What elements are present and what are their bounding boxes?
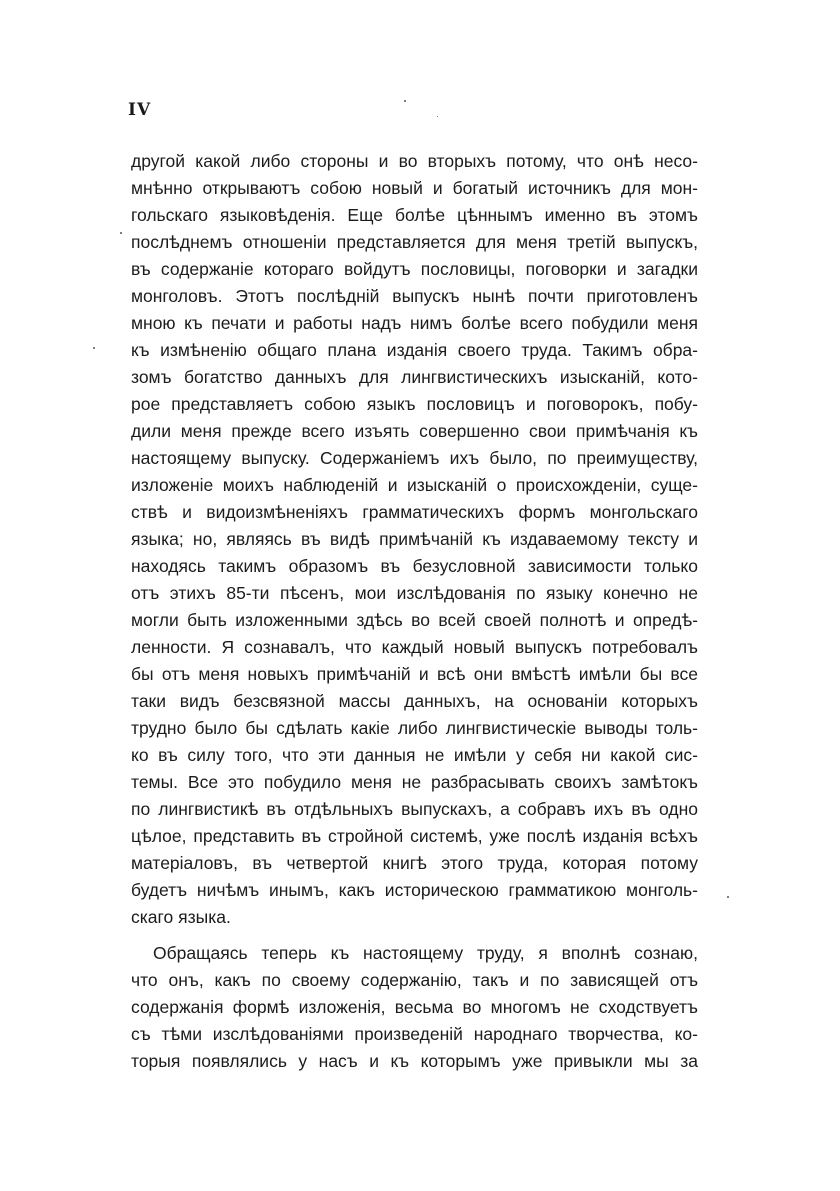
text-line: дили меня прежде всего изъять совершенно свои примѣчанія къ [131, 421, 698, 441]
text-line: темы. Все это побудило меня не разбрасывать своихъ замѣтокъ [131, 772, 698, 792]
text-line: скаго языка. [131, 907, 231, 927]
text-line: зомъ богатство данныхъ для лингвистическихъ изысканій, кото- [131, 367, 698, 387]
text-line: съ тѣми изслѣдованіями произведеній народнаго творчества, ко- [131, 1024, 698, 1044]
text-line: языка; но, являясь въ видѣ примѣчаній къ издаваемому тексту и [131, 529, 698, 549]
page-number: IV [128, 100, 152, 120]
scan-speck [404, 100, 406, 102]
text-line: таки видъ безсвязной массы данныхъ, на основаніи которыхъ [131, 691, 698, 711]
body-text [131, 148, 698, 1075]
text-line: по лингвистикѣ въ отдѣльныхъ выпускахъ, а собравъ ихъ въ одно [131, 799, 698, 819]
text-line: находясь такимъ образомъ въ безусловной зависимости только [131, 556, 698, 576]
scan-speck [437, 116, 438, 117]
text-line: мнѣнно открываютъ собою новый и богатый источникъ для мон- [131, 178, 698, 198]
text-line: ленности. Я сознавалъ, что каждый новый выпускъ потребовалъ [131, 637, 698, 657]
scan-speck [120, 232, 122, 234]
text-line: послѣднемъ отношеніи представляется для меня третій выпускъ, [131, 232, 698, 252]
text-line: къ измѣненію общаго плана изданія своего труда. Такимъ обра- [131, 340, 698, 360]
text-line: торыя появлялись у насъ и къ которымъ уже привыкли мы за [131, 1051, 698, 1071]
text-line: отъ этихъ 85-ти пѣсенъ, мои изслѣдованія по языку конечно не [131, 583, 698, 603]
text-line: Обращаясь теперь къ настоящему труду, я вполнѣ сознаю, [153, 943, 698, 963]
scan-speck [727, 896, 729, 898]
text-line: матеріаловъ, въ четвертой книгѣ этого труда, которая потому [131, 853, 698, 873]
text-line: мною къ печати и работы надъ нимъ болѣе всего побудили меня [131, 313, 698, 333]
text-line: монголовъ. Этотъ послѣдній выпускъ нынѣ почти приготовленъ [131, 286, 698, 306]
text-line: гольскаго языковѣденія. Еще болѣе цѣннымъ именно въ этомъ [131, 205, 698, 225]
text-line: будетъ ничѣмъ инымъ, какъ историческою грамматикою монголь- [131, 880, 698, 900]
text-line: содержанія формѣ изложенія, весьма во многомъ не сходствуетъ [131, 997, 698, 1017]
text-line: изложеніе моихъ наблюденій и изысканій о происхожденіи, суще- [131, 475, 698, 495]
text-line: трудно было бы сдѣлать какіе либо лингвистическіе выводы толь- [131, 718, 698, 738]
text-line: настоящему выпуску. Содержаніемъ ихъ было, по преимуществу, [131, 448, 698, 468]
text-line: могли быть изложенными здѣсь во всей своей полнотѣ и опредѣ- [131, 610, 698, 630]
text-line: ствѣ и видоизмѣненіяхъ грамматическихъ формъ монгольскаго [131, 502, 698, 522]
paragraph-gap [131, 931, 698, 940]
text-line: что онъ, какъ по своему содержанію, такъ и по зависящей отъ [131, 970, 698, 990]
text-line: въ содержаніе котораго войдутъ пословицы, поговорки и загадки [131, 259, 698, 279]
scan-speck [93, 347, 95, 349]
text-line: цѣлое, представить въ стройной системѣ, уже послѣ изданія всѣхъ [131, 826, 698, 846]
paragraph [131, 148, 698, 931]
text-line: рое представляетъ собою языкъ пословицъ и поговорокъ, побу- [131, 394, 698, 414]
text-line: бы отъ меня новыхъ примѣчаній и всѣ они вмѣстѣ имѣли бы все [131, 664, 698, 684]
paragraph [131, 940, 698, 1075]
text-line: ко въ силу того, что эти данныя не имѣли у себя ни какой сис- [131, 745, 698, 765]
text-line: другой какой либо стороны и во вторыхъ потому, что онѣ несо- [131, 151, 698, 171]
